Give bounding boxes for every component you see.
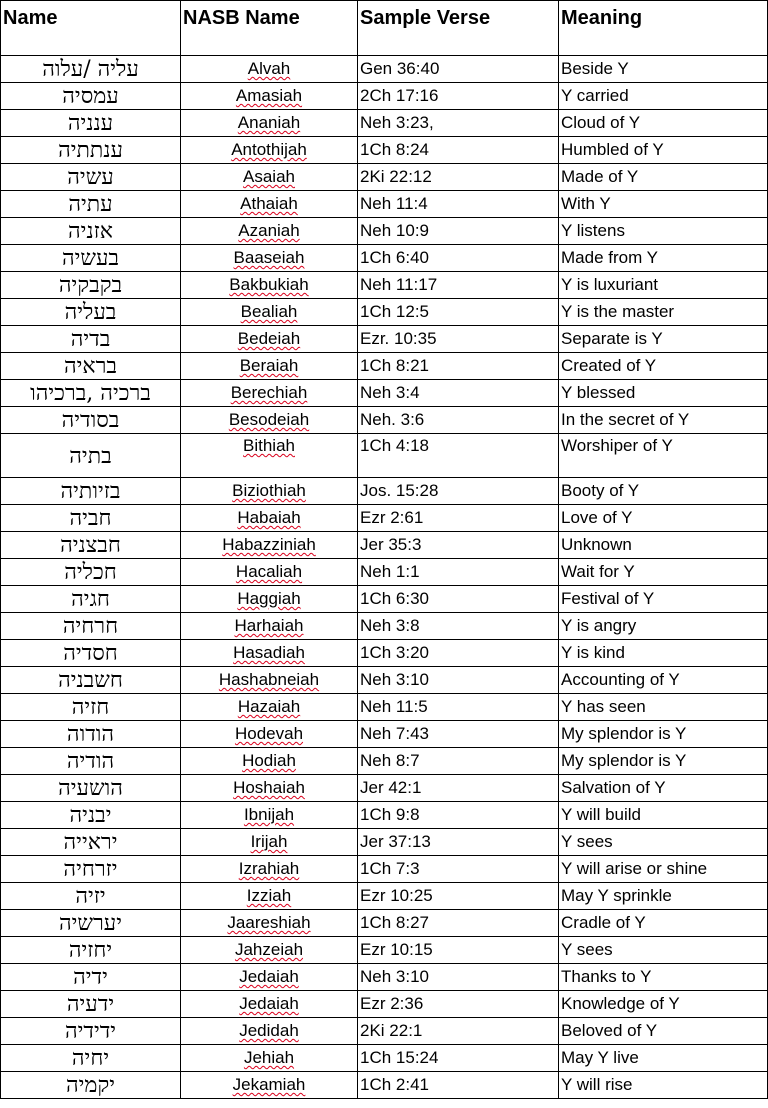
nasb-name-cell — [181, 245, 358, 272]
table-row — [1, 991, 768, 1018]
nasb-name-cell — [181, 883, 358, 910]
header-row — [1, 1, 768, 56]
nasb-name-text: Jahzeiah — [234, 940, 304, 959]
hebrew-name-cell: הודוה — [1, 721, 181, 748]
meaning-cell: Y is angry — [559, 613, 768, 640]
meaning-cell: Salvation of Y — [559, 775, 768, 802]
hebrew-name-cell: בעליה — [1, 299, 181, 326]
nasb-name-text: Hodevah — [234, 724, 304, 743]
table-row — [1, 245, 768, 272]
sample-verse-cell: Ezr 2:61 — [358, 505, 559, 532]
table-row — [1, 353, 768, 380]
table-row — [1, 559, 768, 586]
nasb-name-cell — [181, 218, 358, 245]
hebrew-name-cell: חגיה — [1, 586, 181, 613]
meaning-cell: Unknown — [559, 532, 768, 559]
meaning-cell: Cradle of Y — [559, 910, 768, 937]
nasb-name-cell — [181, 83, 358, 110]
meaning-cell: Y sees — [559, 937, 768, 964]
nasb-name-text: Jedaiah — [239, 994, 299, 1013]
sample-verse-cell: 1Ch 3:20 — [358, 640, 559, 667]
sample-verse-cell: Neh 3:10 — [358, 964, 559, 991]
meaning-cell: With Y — [559, 191, 768, 218]
nasb-name-text: Berechiah — [230, 383, 308, 402]
nasb-name-text: Irijah — [250, 832, 288, 851]
sample-verse-cell: 1Ch 8:24 — [358, 137, 559, 164]
nasb-name-cell — [181, 721, 358, 748]
table-body — [1, 56, 768, 1099]
nasb-name-text: Antothijah — [231, 140, 307, 159]
sample-verse-cell: 1Ch 2:41 — [358, 1072, 559, 1099]
sample-verse-cell: Neh 8:7 — [358, 748, 559, 775]
nasb-name-cell — [181, 613, 358, 640]
sample-verse-cell: Ezr. 10:35 — [358, 326, 559, 353]
meaning-cell: Y is the master — [559, 299, 768, 326]
sample-verse-cell: 1Ch 8:21 — [358, 353, 559, 380]
table-row — [1, 829, 768, 856]
meaning-cell: Accounting of Y — [559, 667, 768, 694]
nasb-name-cell — [181, 434, 358, 478]
table-row — [1, 856, 768, 883]
meaning-cell: Beloved of Y — [559, 1018, 768, 1045]
hebrew-name-cell: חכליה — [1, 559, 181, 586]
nasb-name-cell — [181, 110, 358, 137]
hebrew-name-cell: יראייה — [1, 829, 181, 856]
meaning-cell: Y listens — [559, 218, 768, 245]
meaning-cell: Made of Y — [559, 164, 768, 191]
hebrew-name-cell: ידידיה — [1, 1018, 181, 1045]
nasb-name-text: Besodeiah — [228, 410, 310, 429]
hebrew-name-cell: בזיותיה — [1, 478, 181, 505]
hebrew-name-cell: חרחיה — [1, 613, 181, 640]
nasb-name-cell — [181, 640, 358, 667]
nasb-name-cell — [181, 353, 358, 380]
table-row — [1, 694, 768, 721]
table-row — [1, 532, 768, 559]
table-row — [1, 964, 768, 991]
nasb-name-text: Athaiah — [240, 194, 298, 213]
nasb-name-cell — [181, 748, 358, 775]
nasb-name-text: Alvah — [247, 59, 291, 78]
sample-verse-cell: Jer 42:1 — [358, 775, 559, 802]
meaning-cell: Separate is Y — [559, 326, 768, 353]
hebrew-name-cell: ענניה — [1, 110, 181, 137]
nasb-name-text: Hoshaiah — [233, 778, 305, 797]
nasb-name-cell — [181, 191, 358, 218]
meaning-cell: Y is luxuriant — [559, 272, 768, 299]
hebrew-name-cell: חסדיה — [1, 640, 181, 667]
nasb-name-cell — [181, 802, 358, 829]
hebrew-name-cell: בסודיה — [1, 407, 181, 434]
nasb-name-text: Habaiah — [237, 508, 301, 527]
sample-verse-cell: 2Ki 22:12 — [358, 164, 559, 191]
table-row — [1, 505, 768, 532]
nasb-name-text: Jehiah — [243, 1048, 295, 1067]
nasb-name-text: Amasiah — [235, 86, 303, 105]
nasb-name-text: Harhaiah — [234, 616, 304, 635]
nasb-name-cell — [181, 1072, 358, 1099]
meaning-cell: Y blessed — [559, 380, 768, 407]
meaning-cell: Made from Y — [559, 245, 768, 272]
sample-verse-cell: 1Ch 15:24 — [358, 1045, 559, 1072]
meaning-cell: Y will arise or shine — [559, 856, 768, 883]
table-row — [1, 1045, 768, 1072]
sample-verse-cell: Neh 7:43 — [358, 721, 559, 748]
sample-verse-cell: Jer 35:3 — [358, 532, 559, 559]
column-header-sample-verse: Sample Verse — [358, 1, 559, 56]
meaning-cell: Y sees — [559, 829, 768, 856]
hebrew-name-cell: ידיה — [1, 964, 181, 991]
nasb-name-cell — [181, 1018, 358, 1045]
sample-verse-cell: Jos. 15:28 — [358, 478, 559, 505]
nasb-name-cell — [181, 505, 358, 532]
nasb-name-text: Izziah — [246, 886, 292, 905]
table-row — [1, 748, 768, 775]
nasb-name-cell — [181, 937, 358, 964]
nasb-name-cell — [181, 559, 358, 586]
sample-verse-cell: Neh. 3:6 — [358, 407, 559, 434]
table-row — [1, 721, 768, 748]
hebrew-name-cell: בראיה — [1, 353, 181, 380]
meaning-cell: Thanks to Y — [559, 964, 768, 991]
nasb-name-cell — [181, 775, 358, 802]
sample-verse-cell: 1Ch 4:18 — [358, 434, 559, 478]
meaning-cell: Y will rise — [559, 1072, 768, 1099]
table-row — [1, 775, 768, 802]
hebrew-name-cell: בדיה — [1, 326, 181, 353]
hebrew-name-cell: חזיה — [1, 694, 181, 721]
meaning-cell: Beside Y — [559, 56, 768, 83]
hebrew-name-cell: עשיה — [1, 164, 181, 191]
nasb-name-cell — [181, 1045, 358, 1072]
hebrew-name-cell: חביה — [1, 505, 181, 532]
hebrew-name-cell: יבניה — [1, 802, 181, 829]
meaning-cell: Booty of Y — [559, 478, 768, 505]
hebrew-name-cell: ידעיה — [1, 991, 181, 1018]
nasb-name-cell — [181, 991, 358, 1018]
nasb-name-text: Izrahiah — [238, 859, 300, 878]
hebrew-name-cell: אזניה — [1, 218, 181, 245]
table-row — [1, 640, 768, 667]
nasb-name-text: Baaseiah — [233, 248, 305, 267]
table-row — [1, 1018, 768, 1045]
hebrew-name-cell: עמסיה — [1, 83, 181, 110]
nasb-name-cell — [181, 56, 358, 83]
hebrew-name-cell: עליה /עלוה — [1, 56, 181, 83]
sample-verse-cell: Neh 11:17 — [358, 272, 559, 299]
meaning-cell: Y will build — [559, 802, 768, 829]
hebrew-name-cell: יחזיה — [1, 937, 181, 964]
meaning-cell: May Y live — [559, 1045, 768, 1072]
sample-verse-cell: 1Ch 6:40 — [358, 245, 559, 272]
hebrew-name-cell: הושעיה — [1, 775, 181, 802]
sample-verse-cell: Neh 11:5 — [358, 694, 559, 721]
meaning-cell: My splendor is Y — [559, 748, 768, 775]
nasb-name-text: Hacaliah — [235, 562, 303, 581]
table-row — [1, 883, 768, 910]
nasb-name-cell — [181, 856, 358, 883]
sample-verse-cell: Neh 1:1 — [358, 559, 559, 586]
nasb-name-cell — [181, 829, 358, 856]
sample-verse-cell: Neh 3:8 — [358, 613, 559, 640]
meaning-cell: Love of Y — [559, 505, 768, 532]
hebrew-name-cell: חשבניה — [1, 667, 181, 694]
meaning-cell: My splendor is Y — [559, 721, 768, 748]
sample-verse-cell: Gen 36:40 — [358, 56, 559, 83]
nasb-name-cell — [181, 326, 358, 353]
table-row — [1, 191, 768, 218]
sample-verse-cell: 2Ch 17:16 — [358, 83, 559, 110]
sample-verse-cell: 1Ch 8:27 — [358, 910, 559, 937]
sample-verse-cell: 1Ch 9:8 — [358, 802, 559, 829]
nasb-name-cell — [181, 694, 358, 721]
nasb-name-cell — [181, 137, 358, 164]
nasb-name-text: Jedaiah — [239, 967, 299, 986]
hebrew-name-cell: יקמיה — [1, 1072, 181, 1099]
table-row — [1, 110, 768, 137]
sample-verse-cell: Jer 37:13 — [358, 829, 559, 856]
hebrew-name-cell: יערשיה — [1, 910, 181, 937]
column-header-meaning: Meaning — [559, 1, 768, 56]
nasb-name-text: Bithiah — [243, 436, 295, 455]
nasb-name-cell — [181, 164, 358, 191]
hebrew-name-cell: בתיה — [1, 434, 181, 478]
meaning-cell: Worshiper of Y — [559, 434, 768, 478]
table-row — [1, 380, 768, 407]
hebrew-name-cell: ברכיה ,ברכיהו — [1, 380, 181, 407]
nasb-name-text: Hodiah — [242, 751, 296, 770]
nasb-name-text: Bedeiah — [237, 329, 301, 348]
table-row — [1, 137, 768, 164]
nasb-name-cell — [181, 532, 358, 559]
table-row — [1, 478, 768, 505]
table-row — [1, 407, 768, 434]
hebrew-name-cell: חבצניה — [1, 532, 181, 559]
sample-verse-cell: Ezr 10:25 — [358, 883, 559, 910]
sample-verse-cell: 1Ch 6:30 — [358, 586, 559, 613]
nasb-name-text: Jaareshiah — [227, 913, 311, 932]
meaning-cell: May Y sprinkle — [559, 883, 768, 910]
sample-verse-cell: Neh 11:4 — [358, 191, 559, 218]
nasb-name-cell — [181, 380, 358, 407]
nasb-name-cell — [181, 667, 358, 694]
table-row — [1, 910, 768, 937]
nasb-name-cell — [181, 586, 358, 613]
table-row — [1, 218, 768, 245]
meaning-cell: Humbled of Y — [559, 137, 768, 164]
table-row — [1, 667, 768, 694]
sample-verse-cell: Neh 3:4 — [358, 380, 559, 407]
nasb-name-text: Haggiah — [237, 589, 301, 608]
nasb-name-text: Ibnijah — [243, 805, 295, 824]
sample-verse-cell: Neh 10:9 — [358, 218, 559, 245]
hebrew-name-cell: עתיה — [1, 191, 181, 218]
sample-verse-cell: 1Ch 7:3 — [358, 856, 559, 883]
nasb-name-cell — [181, 272, 358, 299]
column-header-nasb-name: NASB Name — [181, 1, 358, 56]
nasb-name-text: Bealiah — [240, 302, 298, 321]
nasb-name-text: Azaniah — [238, 221, 300, 240]
nasb-name-text: Biziothiah — [232, 481, 306, 500]
meaning-cell: Festival of Y — [559, 586, 768, 613]
sample-verse-cell: 2Ki 22:1 — [358, 1018, 559, 1045]
meaning-cell: In the secret of Y — [559, 407, 768, 434]
nasb-name-text: Beraiah — [239, 356, 299, 375]
nasb-name-cell — [181, 910, 358, 937]
nasb-name-cell — [181, 407, 358, 434]
table-row — [1, 937, 768, 964]
table-row — [1, 56, 768, 83]
table-row — [1, 1072, 768, 1099]
hebrew-name-cell: יחיה — [1, 1045, 181, 1072]
hebrew-name-cell: בקבקיה — [1, 272, 181, 299]
sample-verse-cell: Ezr 2:36 — [358, 991, 559, 1018]
table-row — [1, 272, 768, 299]
hebrew-name-cell: הודיה — [1, 748, 181, 775]
nasb-name-text: Ananiah — [237, 113, 301, 132]
nasb-name-text: Hazaiah — [237, 697, 301, 716]
nasb-name-text: Jedidah — [239, 1021, 299, 1040]
sample-verse-cell: 1Ch 12:5 — [358, 299, 559, 326]
sample-verse-cell: Ezr 10:15 — [358, 937, 559, 964]
table-row — [1, 164, 768, 191]
nasb-name-text: Hashabneiah — [218, 670, 320, 689]
meaning-cell: Y has seen — [559, 694, 768, 721]
nasb-name-cell — [181, 964, 358, 991]
column-header-name: Name — [1, 1, 181, 56]
table-row — [1, 299, 768, 326]
meaning-cell: Wait for Y — [559, 559, 768, 586]
table-row — [1, 83, 768, 110]
table-row — [1, 586, 768, 613]
nasb-name-text: Hasadiah — [233, 643, 305, 662]
table-row — [1, 434, 768, 478]
nasb-name-text: Bakbukiah — [229, 275, 309, 294]
hebrew-name-cell: יזיה — [1, 883, 181, 910]
hebrew-name-cell: בעשיה — [1, 245, 181, 272]
table-row — [1, 326, 768, 353]
meaning-cell: Knowledge of Y — [559, 991, 768, 1018]
nasb-name-text: Jekamiah — [232, 1075, 306, 1094]
nasb-name-text: Habazziniah — [222, 535, 316, 554]
meaning-cell: Created of Y — [559, 353, 768, 380]
table-row — [1, 802, 768, 829]
table-row — [1, 613, 768, 640]
meaning-cell: Y is kind — [559, 640, 768, 667]
sample-verse-cell: Neh 3:10 — [358, 667, 559, 694]
hebrew-name-cell: ענתתיה — [1, 137, 181, 164]
meaning-cell: Y carried — [559, 83, 768, 110]
sample-verse-cell: Neh 3:23, — [358, 110, 559, 137]
nasb-name-text: Asaiah — [243, 167, 295, 186]
meaning-cell: Cloud of Y — [559, 110, 768, 137]
nasb-name-cell — [181, 478, 358, 505]
hebrew-name-cell: יזרחיה — [1, 856, 181, 883]
nasb-name-cell — [181, 299, 358, 326]
